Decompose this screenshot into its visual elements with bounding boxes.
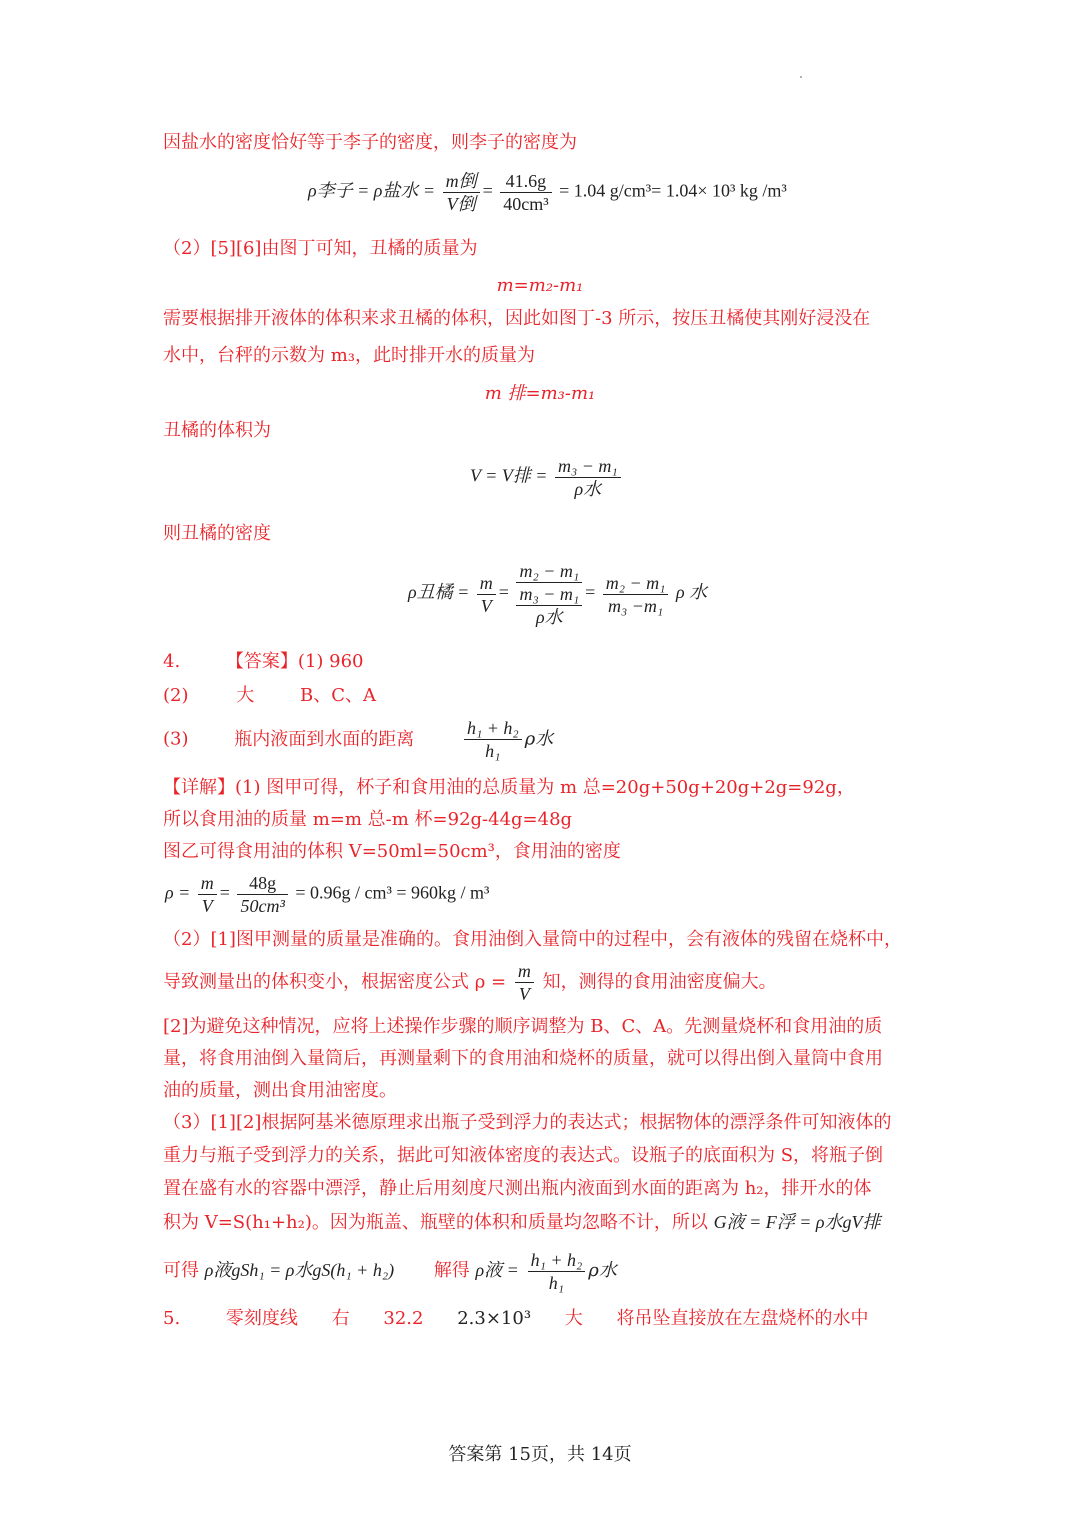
equation-orange-volume: [470, 455, 624, 500]
eq-mass-orange: m=m₂-m₁: [496, 275, 584, 296]
detail-12a: 积为 V=S(h₁+h₂)。因为瓶盖、瓶壁的体积和质量均忽略不计，所以: [163, 1212, 708, 1233]
eq1-lhs: ρ李子 = ρ盐水 =: [308, 180, 436, 201]
eq5-f3-den: m₃ −m₁: [608, 595, 664, 616]
eq6-f1-num: m: [198, 872, 217, 895]
q4-answer: 【答案】(1) 960: [225, 651, 364, 672]
detail-11: 置在盛有水的容器中漂浮，静止后用刻度尺测出瓶内液面到水面的距离为 h₂，排开水的体: [163, 1178, 872, 1199]
q4-line: [163, 650, 364, 674]
detail-12: [163, 1210, 881, 1235]
detail-7: 量，将食用油倒入量筒后，再测量剩下的食用油和烧杯的质量，就可以得出倒入量筒中食用: [163, 1048, 883, 1069]
eq1-rhs: = 1.04 g/cm³= 1.04× 10³ kg /m³: [559, 180, 787, 201]
eq6-rhs: = 0.96g / cm³ = 960kg / m³: [295, 882, 490, 903]
line-2: （2）[5][6]由图丁可知，丑橘的质量为: [163, 238, 478, 259]
page-footer: 答案第 15页，共 14页: [448, 1444, 632, 1465]
detail-1: 【详解】(1) 图甲可得，杯子和食用油的总质量为 m 总=20g+50g+20g+2g=92g，: [163, 777, 855, 798]
detail-10: 重力与瓶子受到浮力的关系，据此可知液体密度的表达式。设瓶子的底面积为 S，将瓶子倒: [163, 1145, 884, 1166]
equation-plum-density: ρ李子 = ρ盐水 = $\frac{\text{m倒}}{\text{V倒}}$ = $\frac{41.6g}{\text{40cm³}}$ = 1.04 g/cm³= 1.04× 10³ kg /m³: [308, 171, 787, 214]
q4-2-b: B、C、A: [299, 685, 376, 706]
q4-3-frac: [464, 717, 522, 762]
q4-3-frac-den: h₁: [485, 741, 501, 761]
eq4-den: ρ水: [574, 479, 602, 499]
q5-number: 5.: [163, 1308, 181, 1329]
line-4: 丑橘的体积为: [163, 420, 271, 441]
eq5-f1-num: m: [477, 572, 496, 595]
eq1-frac1: [443, 170, 480, 215]
detail-5b: 知，测得的食用油密度偏大。: [536, 971, 777, 993]
detail-13a: 可得: [163, 1260, 199, 1281]
detail-13c: 解得: [433, 1260, 470, 1281]
eq5-f1-den: V: [480, 595, 492, 616]
eq6-frac1: [198, 872, 217, 917]
q4-3-a: 瓶内液面到水面的距离: [234, 728, 415, 750]
eq6-frac2: [237, 872, 287, 917]
q5-d: 2.3×10³: [457, 1308, 532, 1329]
equation-oil-density: ρ = $\frac{m}{V}$ = $\frac{48g}{\text{50cm³}}$ = 0.96g / cm³ = 960kg / m³: [165, 873, 490, 916]
detail-5-den: V: [518, 984, 530, 1004]
eq1-frac1-den: V倒: [446, 194, 476, 214]
q4-part3: [163, 717, 553, 762]
detail-13-num: h₁ + h₂: [528, 1249, 586, 1272]
q4-3-number: (3): [163, 728, 189, 750]
q4-3-tail: ρ水: [524, 728, 554, 750]
line-3b: 水中，台秤的示数为 m₃，此时排开水的质量为: [163, 345, 536, 366]
eq4-frac: [555, 455, 621, 500]
eq5-frac1: [477, 572, 496, 617]
detail-5-num: m: [515, 960, 534, 983]
q4-number: 4.: [163, 651, 181, 672]
detail-5: [163, 960, 777, 1005]
eq5-f2-den-den: ρ水: [535, 607, 563, 627]
detail-8: 油的质量，测出食用油密度。: [163, 1080, 397, 1101]
q5-line: [163, 1307, 869, 1331]
eq5-f2-num: m₂ − m₁: [516, 560, 582, 583]
eq4-lhs: V = V排 =: [470, 465, 548, 486]
eq6-f2-num: 48g: [237, 872, 287, 895]
detail-5a: 导致测量出的体积变小，根据密度公式 ρ =: [163, 971, 507, 993]
line-5: 则丑橘的密度: [163, 523, 271, 544]
eq5-frac2: [516, 560, 582, 628]
detail-4: （2）[1]图甲测量的质量是准确的。食用油倒入量筒中的过程中，会有液体的残留在烧杯中，: [163, 929, 902, 950]
eq1-frac2: [500, 170, 551, 215]
q4-3-frac-num: h₁ + h₂: [464, 717, 522, 740]
detail-13d: ρ液 =: [475, 1260, 519, 1280]
eq5-f2-den-num: m₃ − m₁: [516, 583, 582, 606]
q5-f: 将吊坠直接放在左盘烧杯的水中: [616, 1308, 869, 1329]
q4-2-a: 大: [236, 685, 255, 706]
eq6-f1-den: V: [201, 896, 213, 916]
q5-a: 零刻度线: [225, 1308, 298, 1329]
q4-2-number: (2): [163, 685, 189, 706]
detail-3: 图乙可得食用油的体积 V=50ml=50cm³，食用油的密度: [163, 841, 621, 862]
detail-13-frac: [528, 1249, 586, 1294]
eq6-f2-den: 50cm³: [240, 896, 285, 916]
equation-orange-density: ρ丑橘 = $\frac{m}{V}$ = m₂ − m₁ m₃ − m₁ ρ水 = $\frac{\text{m₂ − m₁}}{\text{m₃ −m₁}}$ ρ 水: [408, 561, 708, 627]
eq5-tail: ρ 水: [675, 582, 708, 603]
q5-e: 大: [564, 1308, 583, 1329]
detail-9: （3）[1][2]根据阿基米德原理求出瓶子受到浮力的表达式；根据物体的漂浮条件可知液体的: [163, 1112, 892, 1133]
speck: [800, 76, 802, 78]
detail-13-tail: ρ水: [588, 1260, 617, 1281]
detail-13: [163, 1248, 617, 1294]
eq4-num: m₃ − m₁: [555, 455, 621, 478]
q5-b: 右: [331, 1308, 350, 1329]
line-1: 因盐水的密度恰好等于李子的密度，则李子的密度为: [163, 132, 577, 153]
eq5-frac3: [603, 572, 669, 617]
q5-c: 32.2: [383, 1308, 424, 1329]
detail-6: [2]为避免这种情况，应将上述操作步骤的顺序调整为 B、C、A。先测量烧杯和食用油的质: [163, 1016, 883, 1037]
eq6-lhs: ρ =: [165, 882, 191, 903]
eq5-lhs: ρ丑橘 =: [408, 582, 470, 603]
eq5-f3-num: m₂ − m₁: [603, 572, 669, 595]
detail-12b: G液 = F浮 = ρ水gV排: [713, 1212, 881, 1232]
eq1-frac2-den: 40cm³: [503, 194, 549, 214]
detail-13b: ρ液gSh₁ = ρ水gS(h₁ + h₂): [204, 1260, 395, 1280]
detail-13-den: h₁: [548, 1272, 565, 1293]
eq-displaced-mass: m 排=m₃-m₁: [484, 383, 596, 404]
detail-5-frac: [515, 960, 534, 1005]
eq1-frac2-num: 41.6g: [500, 170, 551, 193]
q4-part2: [163, 684, 376, 708]
eq1-frac1-num: m倒: [443, 170, 480, 193]
detail-2: 所以食用油的质量 m=m 总-m 杯=92g-44g=48g: [163, 809, 573, 830]
line-3a: 需要根据排开液体的体积来求丑橘的体积，因此如图丁-3 所示，按压丑橘使其刚好浸没在: [163, 308, 871, 329]
